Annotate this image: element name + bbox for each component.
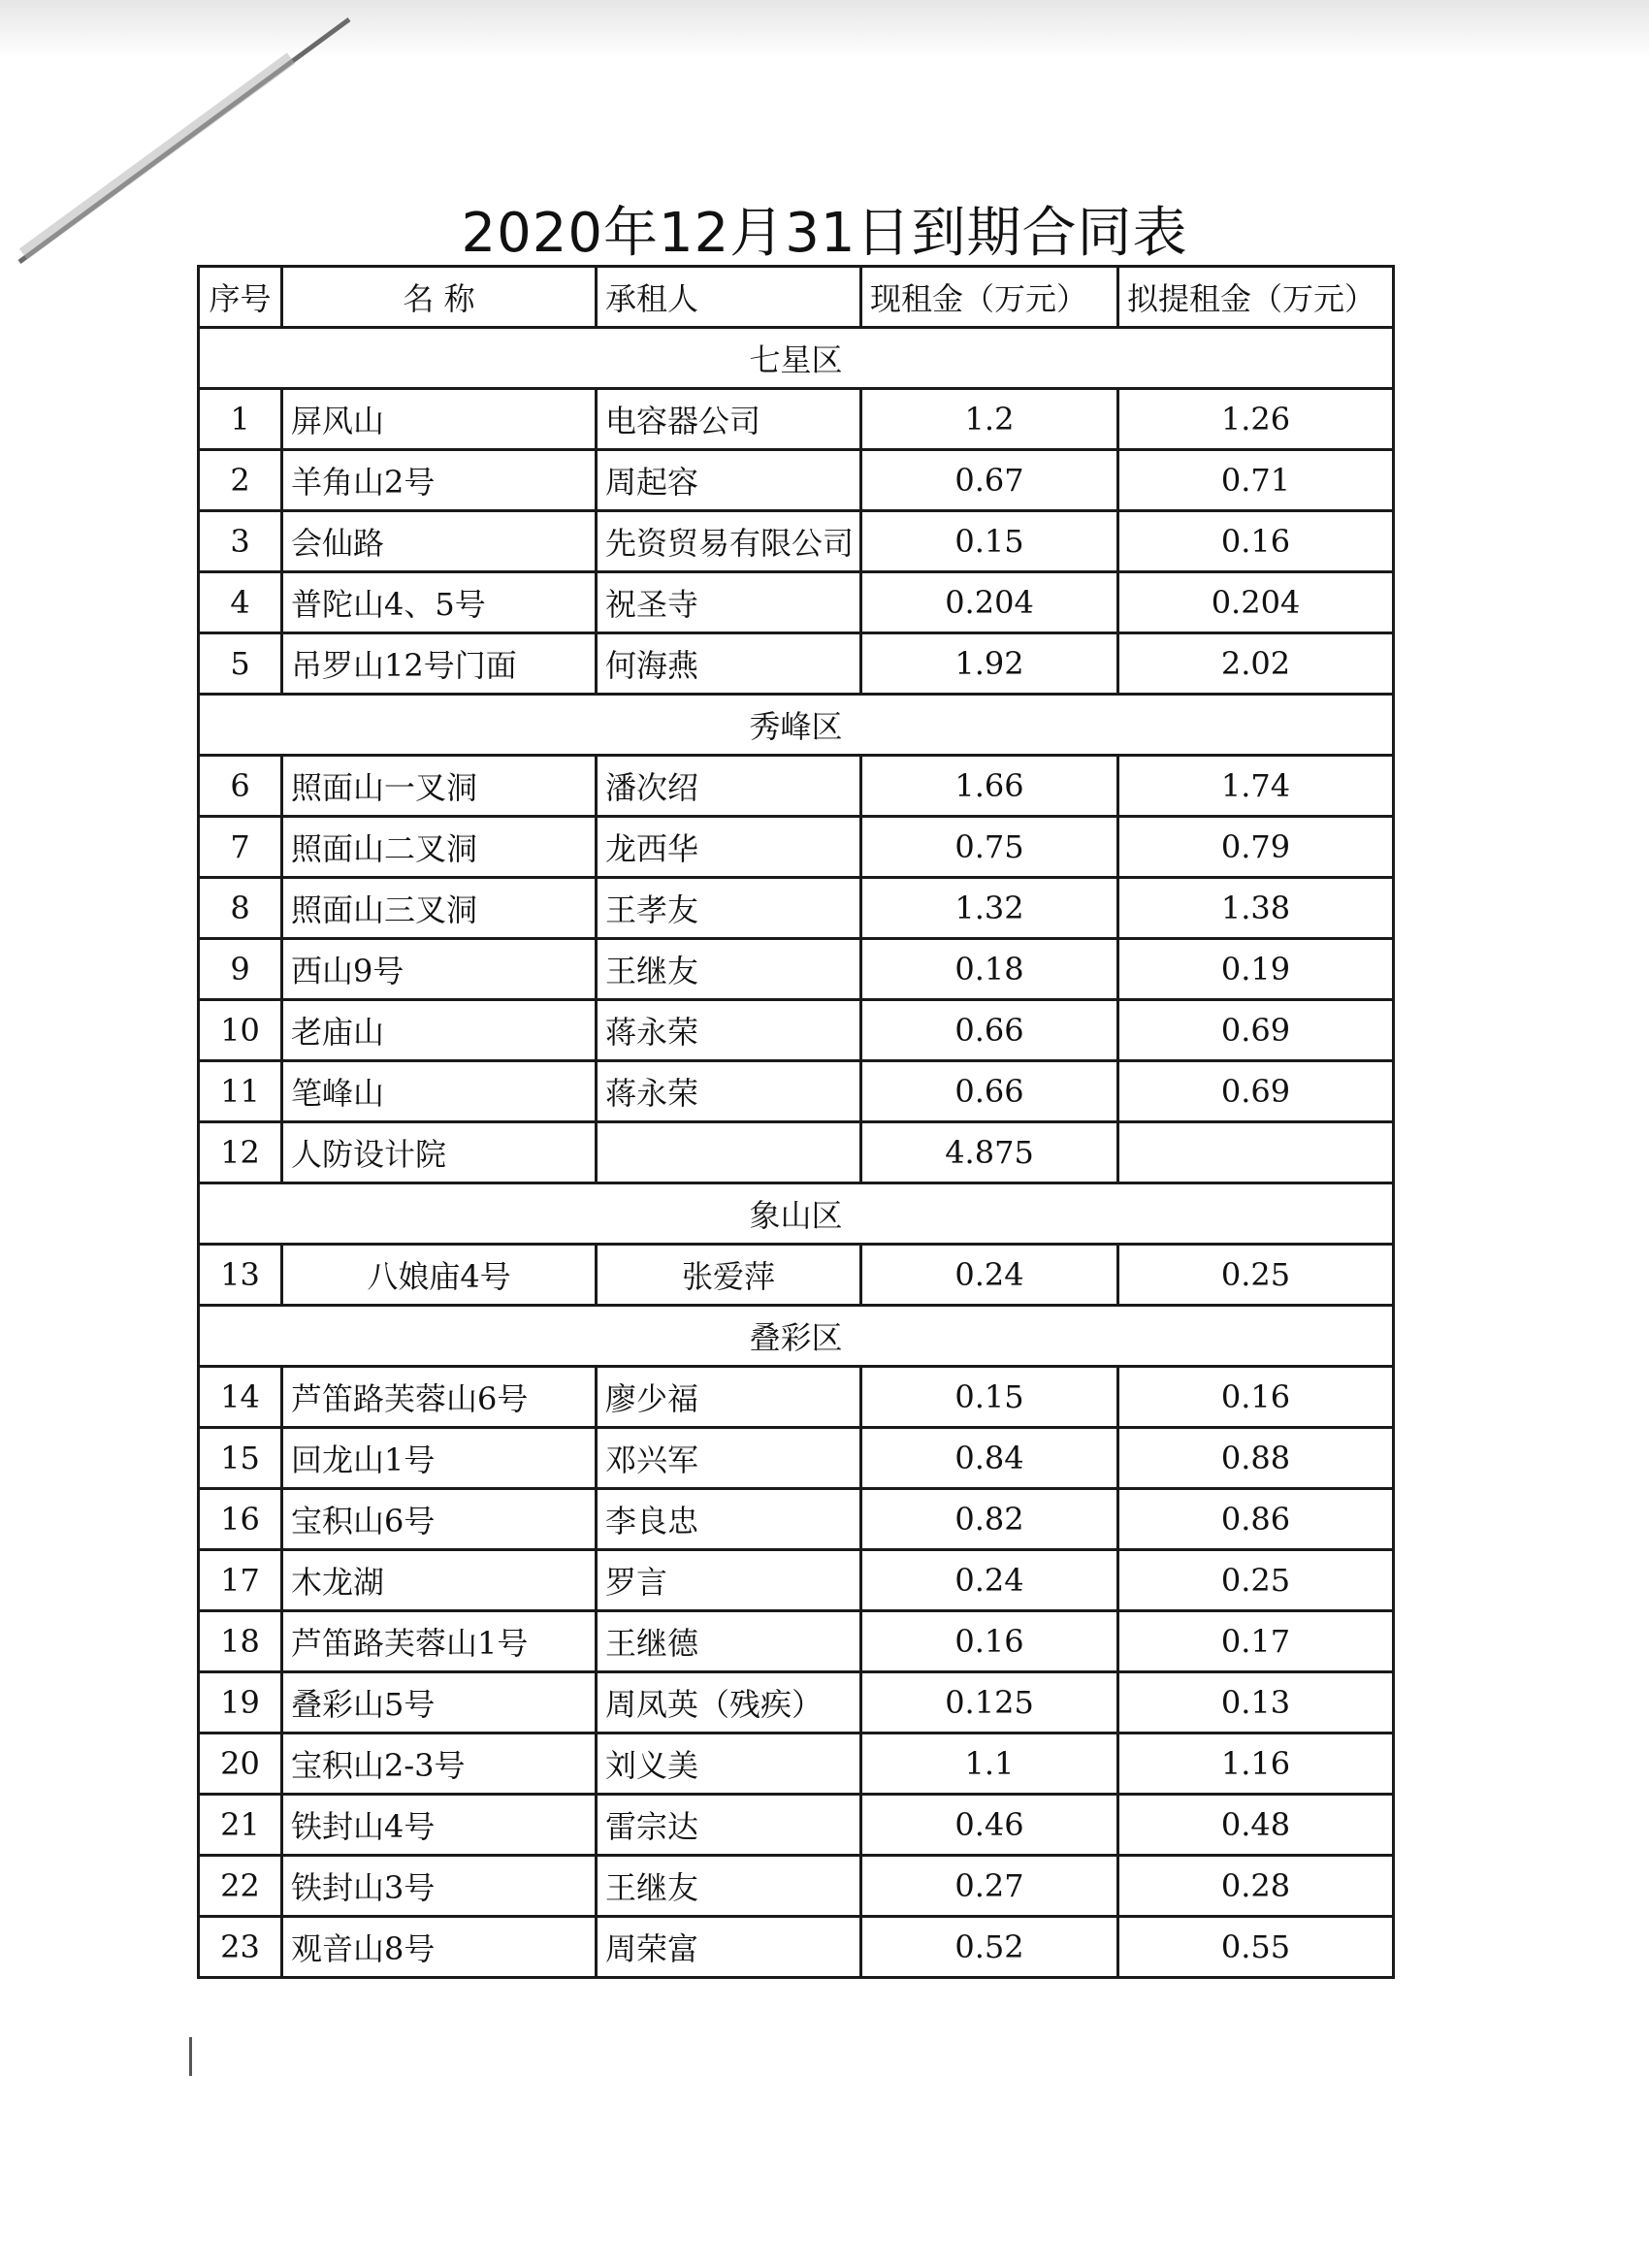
district-row xyxy=(199,1183,1394,1245)
tenant-name: 蒋永荣 xyxy=(597,1000,861,1061)
property-name: 芦笛路芙蓉山6号 xyxy=(282,1367,597,1428)
tenant-name: 张爱萍 xyxy=(597,1245,861,1306)
table-row xyxy=(199,1856,1394,1917)
property-name: 吊罗山12号门面 xyxy=(282,633,597,695)
proposed-rent: 0.16 xyxy=(1118,511,1394,572)
current-rent: 0.125 xyxy=(861,1672,1118,1733)
row-number: 11 xyxy=(199,1061,282,1122)
tenant-name: 祝圣寺 xyxy=(597,572,861,633)
row-number: 18 xyxy=(199,1611,282,1672)
district-label: 七星区 xyxy=(199,328,1394,389)
table-row xyxy=(199,1061,1394,1122)
property-name: 木龙湖 xyxy=(282,1550,597,1611)
district-label: 秀峰区 xyxy=(199,695,1394,756)
table-row xyxy=(199,511,1394,572)
proposed-rent: 0.17 xyxy=(1118,1611,1394,1672)
table-row xyxy=(199,1245,1394,1306)
property-name: 人防设计院 xyxy=(282,1122,597,1183)
proposed-rent: 0.48 xyxy=(1118,1795,1394,1856)
tenant-name: 王继友 xyxy=(597,939,861,1000)
proposed-rent: 0.55 xyxy=(1118,1917,1394,1978)
district-label: 象山区 xyxy=(199,1183,1394,1245)
tenant-name: 王继德 xyxy=(597,1611,861,1672)
current-rent: 0.66 xyxy=(861,1000,1118,1061)
table-row xyxy=(199,1611,1394,1672)
tenant-name: 王孝友 xyxy=(597,878,861,939)
proposed-rent: 0.88 xyxy=(1118,1428,1394,1489)
contracts-table xyxy=(197,265,1395,1979)
property-name: 八娘庙4号 xyxy=(282,1245,597,1306)
current-rent: 0.27 xyxy=(861,1856,1118,1917)
row-number: 20 xyxy=(199,1733,282,1795)
proposed-rent: 1.74 xyxy=(1118,756,1394,817)
tenant-name: 先资贸易有限公司 xyxy=(597,511,861,572)
table-row xyxy=(199,756,1394,817)
current-rent: 1.2 xyxy=(861,389,1118,450)
tenant-name: 周起容 xyxy=(597,450,861,511)
tenant-name: 蒋永荣 xyxy=(597,1061,861,1122)
proposed-rent: 0.28 xyxy=(1118,1856,1394,1917)
property-name: 老庙山 xyxy=(282,1000,597,1061)
property-name: 照面山一叉洞 xyxy=(282,756,597,817)
property-name: 回龙山1号 xyxy=(282,1428,597,1489)
proposed-rent: 0.79 xyxy=(1118,817,1394,878)
table-row xyxy=(199,1733,1394,1795)
property-name: 芦笛路芙蓉山1号 xyxy=(282,1611,597,1672)
current-rent: 0.18 xyxy=(861,939,1118,1000)
tenant-name: 电容器公司 xyxy=(597,389,861,450)
row-number: 2 xyxy=(199,450,282,511)
current-rent: 1.66 xyxy=(861,756,1118,817)
header-tenant: 承租人 xyxy=(597,267,861,328)
row-number: 21 xyxy=(199,1795,282,1856)
row-number: 1 xyxy=(199,389,282,450)
tenant-name: 潘次绍 xyxy=(597,756,861,817)
row-number: 19 xyxy=(199,1672,282,1733)
row-number: 3 xyxy=(199,511,282,572)
header-current-rent: 现租金（万元） xyxy=(861,267,1118,328)
proposed-rent: 0.16 xyxy=(1118,1367,1394,1428)
proposed-rent: 0.69 xyxy=(1118,1000,1394,1061)
property-name: 宝积山2-3号 xyxy=(282,1733,597,1795)
tenant-name: 刘义美 xyxy=(597,1733,861,1795)
district-label: 叠彩区 xyxy=(199,1306,1394,1367)
current-rent: 1.32 xyxy=(861,878,1118,939)
current-rent: 0.46 xyxy=(861,1795,1118,1856)
row-number: 22 xyxy=(199,1856,282,1917)
tenant-name: 周凤英（残疾） xyxy=(597,1672,861,1733)
table-header-row xyxy=(199,267,1394,328)
district-row xyxy=(199,1306,1394,1367)
proposed-rent: 0.86 xyxy=(1118,1489,1394,1550)
current-rent: 1.1 xyxy=(861,1733,1118,1795)
row-number: 23 xyxy=(199,1917,282,1978)
row-number: 16 xyxy=(199,1489,282,1550)
current-rent: 1.92 xyxy=(861,633,1118,695)
table-row xyxy=(199,1489,1394,1550)
tenant-name xyxy=(597,1122,861,1183)
row-number: 13 xyxy=(199,1245,282,1306)
current-rent: 0.15 xyxy=(861,511,1118,572)
scan-edge-mark xyxy=(189,2037,192,2076)
header-proposed-rent: 拟提租金（万元） xyxy=(1118,267,1394,328)
row-number: 9 xyxy=(199,939,282,1000)
table-row xyxy=(199,1428,1394,1489)
table-row xyxy=(199,450,1394,511)
tenant-name: 何海燕 xyxy=(597,633,861,695)
tenant-name: 周荣富 xyxy=(597,1917,861,1978)
row-number: 8 xyxy=(199,878,282,939)
proposed-rent: 0.71 xyxy=(1118,450,1394,511)
current-rent: 0.52 xyxy=(861,1917,1118,1978)
tenant-name: 廖少福 xyxy=(597,1367,861,1428)
proposed-rent: 0.13 xyxy=(1118,1672,1394,1733)
table-row xyxy=(199,572,1394,633)
row-number: 5 xyxy=(199,633,282,695)
current-rent: 0.24 xyxy=(861,1550,1118,1611)
property-name: 照面山二叉洞 xyxy=(282,817,597,878)
table-row xyxy=(199,1672,1394,1733)
proposed-rent: 0.25 xyxy=(1118,1245,1394,1306)
table-row xyxy=(199,817,1394,878)
tenant-name: 雷宗达 xyxy=(597,1795,861,1856)
table-row xyxy=(199,1367,1394,1428)
table-row xyxy=(199,1917,1394,1978)
table-row xyxy=(199,1000,1394,1061)
district-row xyxy=(199,695,1394,756)
property-name: 笔峰山 xyxy=(282,1061,597,1122)
row-number: 6 xyxy=(199,756,282,817)
property-name: 普陀山4、5号 xyxy=(282,572,597,633)
district-row xyxy=(199,328,1394,389)
current-rent: 0.16 xyxy=(861,1611,1118,1672)
page-title: 2020年12月31日到期合同表 xyxy=(461,202,1188,265)
table-row xyxy=(199,1550,1394,1611)
row-number: 12 xyxy=(199,1122,282,1183)
property-name: 铁封山3号 xyxy=(282,1856,597,1917)
property-name: 西山9号 xyxy=(282,939,597,1000)
table-body xyxy=(199,328,1394,1978)
proposed-rent: 0.204 xyxy=(1118,572,1394,633)
current-rent: 0.67 xyxy=(861,450,1118,511)
row-number: 17 xyxy=(199,1550,282,1611)
table-row xyxy=(199,1122,1394,1183)
proposed-rent: 0.69 xyxy=(1118,1061,1394,1122)
property-name: 宝积山6号 xyxy=(282,1489,597,1550)
row-number: 4 xyxy=(199,572,282,633)
current-rent: 0.84 xyxy=(861,1428,1118,1489)
table-row xyxy=(199,633,1394,695)
current-rent: 0.24 xyxy=(861,1245,1118,1306)
current-rent: 4.875 xyxy=(861,1122,1118,1183)
row-number: 14 xyxy=(199,1367,282,1428)
tenant-name: 罗言 xyxy=(597,1550,861,1611)
tenant-name: 邓兴军 xyxy=(597,1428,861,1489)
proposed-rent xyxy=(1118,1122,1394,1183)
proposed-rent: 1.38 xyxy=(1118,878,1394,939)
property-name: 屏风山 xyxy=(282,389,597,450)
row-number: 15 xyxy=(199,1428,282,1489)
current-rent: 0.82 xyxy=(861,1489,1118,1550)
proposed-rent: 0.25 xyxy=(1118,1550,1394,1611)
property-name: 羊角山2号 xyxy=(282,450,597,511)
tenant-name: 王继友 xyxy=(597,1856,861,1917)
tenant-name: 龙西华 xyxy=(597,817,861,878)
proposed-rent: 1.26 xyxy=(1118,389,1394,450)
proposed-rent: 0.19 xyxy=(1118,939,1394,1000)
tenant-name: 李良忠 xyxy=(597,1489,861,1550)
table-row xyxy=(199,878,1394,939)
property-name: 叠彩山5号 xyxy=(282,1672,597,1733)
property-name: 铁封山4号 xyxy=(282,1795,597,1856)
row-number: 7 xyxy=(199,817,282,878)
current-rent: 0.15 xyxy=(861,1367,1118,1428)
row-number: 10 xyxy=(199,1000,282,1061)
header-no: 序号 xyxy=(199,267,282,328)
table-row xyxy=(199,939,1394,1000)
header-name: 名 称 xyxy=(282,267,597,328)
proposed-rent: 1.16 xyxy=(1118,1733,1394,1795)
current-rent: 0.66 xyxy=(861,1061,1118,1122)
property-name: 照面山三叉洞 xyxy=(282,878,597,939)
property-name: 观音山8号 xyxy=(282,1917,597,1978)
table-row xyxy=(199,1795,1394,1856)
current-rent: 0.75 xyxy=(861,817,1118,878)
property-name: 会仙路 xyxy=(282,511,597,572)
current-rent: 0.204 xyxy=(861,572,1118,633)
table-row xyxy=(199,389,1394,450)
proposed-rent: 2.02 xyxy=(1118,633,1394,695)
